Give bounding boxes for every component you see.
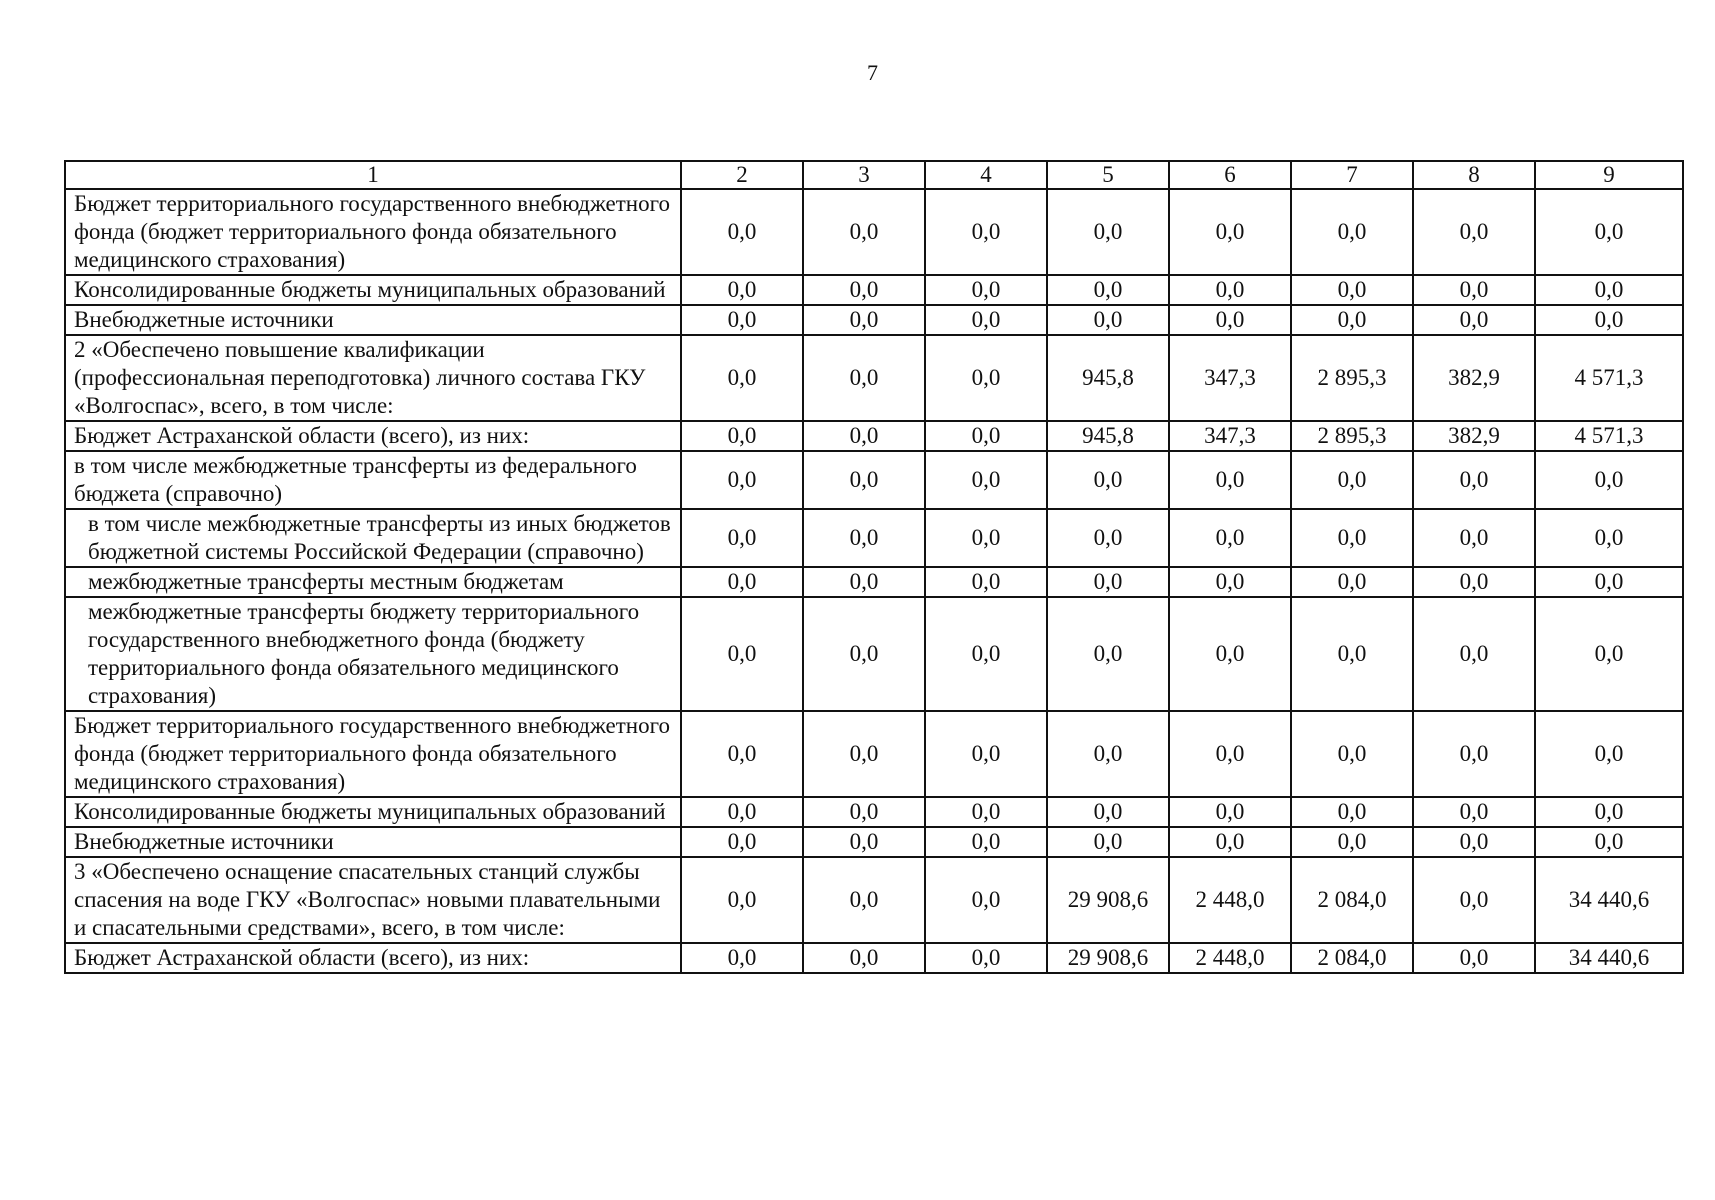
cell-value: 0,0 [1291, 189, 1413, 275]
cell-value: 0,0 [1413, 857, 1535, 943]
cell-value: 2 895,3 [1291, 335, 1413, 421]
cell-value: 34 440,6 [1535, 943, 1683, 973]
cell-value: 0,0 [1413, 567, 1535, 597]
table-body [65, 189, 1683, 973]
cell-value: 0,0 [1047, 827, 1169, 857]
cell-value: 0,0 [1291, 827, 1413, 857]
cell-value: 0,0 [925, 509, 1047, 567]
cell-value: 0,0 [1169, 451, 1291, 509]
cell-value: 0,0 [681, 597, 803, 711]
cell-value: 0,0 [1413, 597, 1535, 711]
row-label: межбюджетные трансферты бюджету территориального государственного внебюджетного фонда (бюджету территориального фонда обязательного медицинского страхования) [65, 597, 681, 711]
cell-value: 0,0 [803, 421, 925, 451]
row-label: Консолидированные бюджеты муниципальных образований [65, 275, 681, 305]
cell-value: 0,0 [1291, 451, 1413, 509]
cell-value: 4 571,3 [1535, 421, 1683, 451]
cell-value: 0,0 [1169, 305, 1291, 335]
row-label: Бюджет территориального государственного внебюджетного фонда (бюджет территориального фонда обязательного медицинского страхования) [65, 711, 681, 797]
cell-value: 0,0 [1535, 827, 1683, 857]
cell-value: 0,0 [1047, 189, 1169, 275]
cell-value: 0,0 [1291, 509, 1413, 567]
row-label: 3 «Обеспечено оснащение спасательных станций службы спасения на воде ГКУ «Волгоспас» новыми плавательными и спасательными средствами», всего, в том числе: [65, 857, 681, 943]
cell-value: 0,0 [1169, 711, 1291, 797]
cell-value: 0,0 [681, 857, 803, 943]
cell-value: 382,9 [1413, 335, 1535, 421]
cell-value: 0,0 [681, 509, 803, 567]
cell-value: 0,0 [1291, 711, 1413, 797]
cell-value: 0,0 [1535, 509, 1683, 567]
budget-table [64, 160, 1684, 974]
table-row [65, 305, 1683, 335]
cell-value: 2 084,0 [1291, 857, 1413, 943]
column-header-5: 5 [1047, 161, 1169, 189]
cell-value: 0,0 [1413, 797, 1535, 827]
cell-value: 0,0 [1535, 451, 1683, 509]
cell-value: 0,0 [803, 509, 925, 567]
cell-value: 0,0 [1413, 275, 1535, 305]
cell-value: 0,0 [681, 335, 803, 421]
table-row [65, 275, 1683, 305]
row-label: в том числе межбюджетные трансферты из федерального бюджета (справочно) [65, 451, 681, 509]
cell-value: 347,3 [1169, 421, 1291, 451]
cell-value: 0,0 [925, 275, 1047, 305]
column-header-9: 9 [1535, 161, 1683, 189]
cell-value: 0,0 [681, 275, 803, 305]
cell-value: 0,0 [925, 857, 1047, 943]
cell-value: 0,0 [925, 711, 1047, 797]
cell-value: 0,0 [803, 275, 925, 305]
row-label: Внебюджетные источники [65, 305, 681, 335]
cell-value: 29 908,6 [1047, 857, 1169, 943]
cell-value: 0,0 [1047, 597, 1169, 711]
cell-value: 0,0 [1047, 275, 1169, 305]
cell-value: 0,0 [803, 189, 925, 275]
cell-value: 0,0 [681, 189, 803, 275]
table-row [65, 797, 1683, 827]
cell-value: 0,0 [1535, 797, 1683, 827]
column-header-3: 3 [803, 161, 925, 189]
column-header-4: 4 [925, 161, 1047, 189]
cell-value: 945,8 [1047, 335, 1169, 421]
column-header-6: 6 [1169, 161, 1291, 189]
row-label: межбюджетные трансферты местным бюджетам [65, 567, 681, 597]
column-header-2: 2 [681, 161, 803, 189]
row-label: в том числе межбюджетные трансферты из иных бюджетов бюджетной системы Российской Федерации (справочно) [65, 509, 681, 567]
cell-value: 29 908,6 [1047, 943, 1169, 973]
cell-value: 0,0 [1291, 567, 1413, 597]
cell-value: 0,0 [1047, 567, 1169, 597]
row-label: Бюджет Астраханской области (всего), из них: [65, 421, 681, 451]
cell-value: 0,0 [803, 943, 925, 973]
cell-value: 0,0 [1535, 275, 1683, 305]
row-label: Бюджет территориального государственного внебюджетного фонда (бюджет территориального фонда обязательного медицинского страхования) [65, 189, 681, 275]
cell-value: 0,0 [681, 451, 803, 509]
cell-value: 0,0 [1535, 567, 1683, 597]
cell-value: 0,0 [1535, 305, 1683, 335]
table-row [65, 451, 1683, 509]
row-label: Внебюджетные источники [65, 827, 681, 857]
cell-value: 0,0 [1169, 189, 1291, 275]
cell-value: 0,0 [925, 189, 1047, 275]
cell-value: 0,0 [803, 451, 925, 509]
page-number: 7 [867, 60, 878, 85]
cell-value: 0,0 [803, 797, 925, 827]
table-row [65, 335, 1683, 421]
cell-value: 0,0 [1047, 711, 1169, 797]
cell-value: 0,0 [925, 451, 1047, 509]
column-header-7: 7 [1291, 161, 1413, 189]
cell-value: 0,0 [925, 797, 1047, 827]
table-row [65, 567, 1683, 597]
cell-value: 0,0 [681, 827, 803, 857]
cell-value: 0,0 [1413, 305, 1535, 335]
cell-value: 0,0 [1169, 567, 1291, 597]
cell-value: 0,0 [1535, 597, 1683, 711]
table-row [65, 597, 1683, 711]
cell-value: 0,0 [803, 567, 925, 597]
cell-value: 347,3 [1169, 335, 1291, 421]
cell-value: 0,0 [681, 797, 803, 827]
cell-value: 0,0 [681, 421, 803, 451]
cell-value: 0,0 [1169, 827, 1291, 857]
cell-value: 2 448,0 [1169, 857, 1291, 943]
cell-value: 2 084,0 [1291, 943, 1413, 973]
cell-value: 0,0 [1047, 509, 1169, 567]
row-label: Консолидированные бюджеты муниципальных образований [65, 797, 681, 827]
cell-value: 0,0 [1535, 189, 1683, 275]
cell-value: 0,0 [1047, 797, 1169, 827]
row-label: Бюджет Астраханской области (всего), из них: [65, 943, 681, 973]
cell-value: 0,0 [1169, 797, 1291, 827]
cell-value: 0,0 [1047, 305, 1169, 335]
cell-value: 0,0 [925, 827, 1047, 857]
cell-value: 0,0 [1535, 711, 1683, 797]
cell-value: 0,0 [1413, 943, 1535, 973]
cell-value: 0,0 [1413, 189, 1535, 275]
cell-value: 0,0 [803, 305, 925, 335]
table-row [65, 943, 1683, 973]
table-row [65, 509, 1683, 567]
cell-value: 0,0 [925, 597, 1047, 711]
cell-value: 0,0 [681, 711, 803, 797]
cell-value: 0,0 [925, 305, 1047, 335]
cell-value: 4 571,3 [1535, 335, 1683, 421]
cell-value: 0,0 [1291, 275, 1413, 305]
table-row [65, 711, 1683, 797]
table-row [65, 857, 1683, 943]
cell-value: 0,0 [803, 857, 925, 943]
cell-value: 2 895,3 [1291, 421, 1413, 451]
cell-value: 0,0 [1413, 827, 1535, 857]
cell-value: 0,0 [1291, 305, 1413, 335]
cell-value: 0,0 [925, 421, 1047, 451]
cell-value: 945,8 [1047, 421, 1169, 451]
row-label: 2 «Обеспечено повышение квалификации (профессиональная переподготовка) личного состава ГКУ «Волгоспас», всего, в том числе: [65, 335, 681, 421]
cell-value: 0,0 [803, 827, 925, 857]
cell-value: 0,0 [681, 305, 803, 335]
cell-value: 0,0 [681, 567, 803, 597]
cell-value: 0,0 [925, 335, 1047, 421]
cell-value: 0,0 [1291, 797, 1413, 827]
cell-value: 0,0 [803, 597, 925, 711]
cell-value: 0,0 [1169, 509, 1291, 567]
table-row [65, 421, 1683, 451]
cell-value: 0,0 [1413, 509, 1535, 567]
cell-value: 0,0 [1291, 597, 1413, 711]
cell-value: 0,0 [1169, 597, 1291, 711]
column-header-1: 1 [65, 161, 681, 189]
cell-value: 0,0 [1413, 451, 1535, 509]
header-row [65, 161, 1683, 189]
cell-value: 0,0 [1413, 711, 1535, 797]
cell-value: 0,0 [925, 567, 1047, 597]
cell-value: 0,0 [925, 943, 1047, 973]
table-row [65, 189, 1683, 275]
cell-value: 0,0 [1047, 451, 1169, 509]
column-header-8: 8 [1413, 161, 1535, 189]
cell-value: 0,0 [803, 335, 925, 421]
cell-value: 0,0 [681, 943, 803, 973]
cell-value: 34 440,6 [1535, 857, 1683, 943]
table-row [65, 827, 1683, 857]
cell-value: 0,0 [803, 711, 925, 797]
cell-value: 382,9 [1413, 421, 1535, 451]
cell-value: 0,0 [1169, 275, 1291, 305]
cell-value: 2 448,0 [1169, 943, 1291, 973]
